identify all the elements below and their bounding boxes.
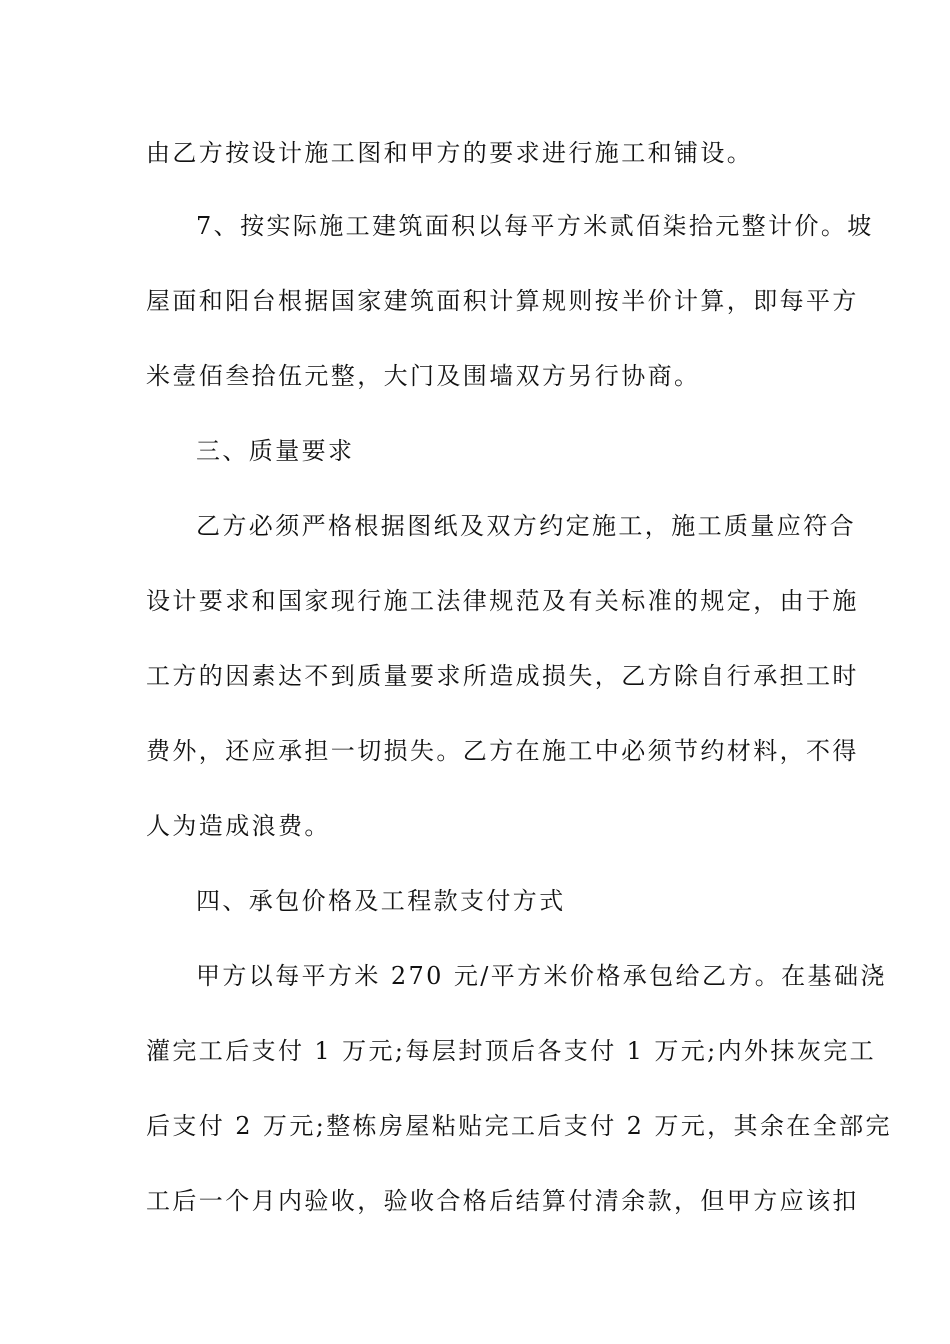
text-line: 人为造成浪费。 <box>146 812 331 840</box>
text-line: 设计要求和国家现行施工法律规范及有关标准的规定，由于施 <box>146 587 859 615</box>
text-line: 屋面和阳台根据国家建筑面积计算规则按半价计算，即每平方 <box>146 287 859 315</box>
text-line: 工方的因素达不到质量要求所造成损失，乙方除自行承担工时 <box>146 662 859 690</box>
text-line: 甲方以每平方米 270 元/平方米价格承包给乙方。在基础浇 <box>196 962 887 990</box>
text-line: 乙方必须严格根据图纸及双方约定施工，施工质量应符合 <box>196 512 856 540</box>
text-line: 米壹佰叁拾伍元整，大门及围墙双方另行协商。 <box>146 362 701 390</box>
text-line: 由乙方按设计施工图和甲方的要求进行施工和铺设。 <box>146 139 754 167</box>
text-line: 后支付 2 万元;整栋房屋粘贴完工后支付 2 万元，其余在全部完 <box>146 1112 892 1140</box>
text-line: 灌完工后支付 1 万元;每层封顶后各支付 1 万元;内外抹灰完工 <box>146 1037 877 1065</box>
section-heading: 三、质量要求 <box>196 437 355 465</box>
text-line: 7、按实际施工建筑面积以每平方米贰佰柒拾元整计价。坡 <box>196 212 874 240</box>
text-line: 费外，还应承担一切损失。乙方在施工中必须节约材料，不得 <box>146 737 859 765</box>
text-line: 工后一个月内验收，验收合格后结算付清余款，但甲方应该扣 <box>146 1187 859 1215</box>
section-heading: 四、承包价格及工程款支付方式 <box>196 887 566 915</box>
